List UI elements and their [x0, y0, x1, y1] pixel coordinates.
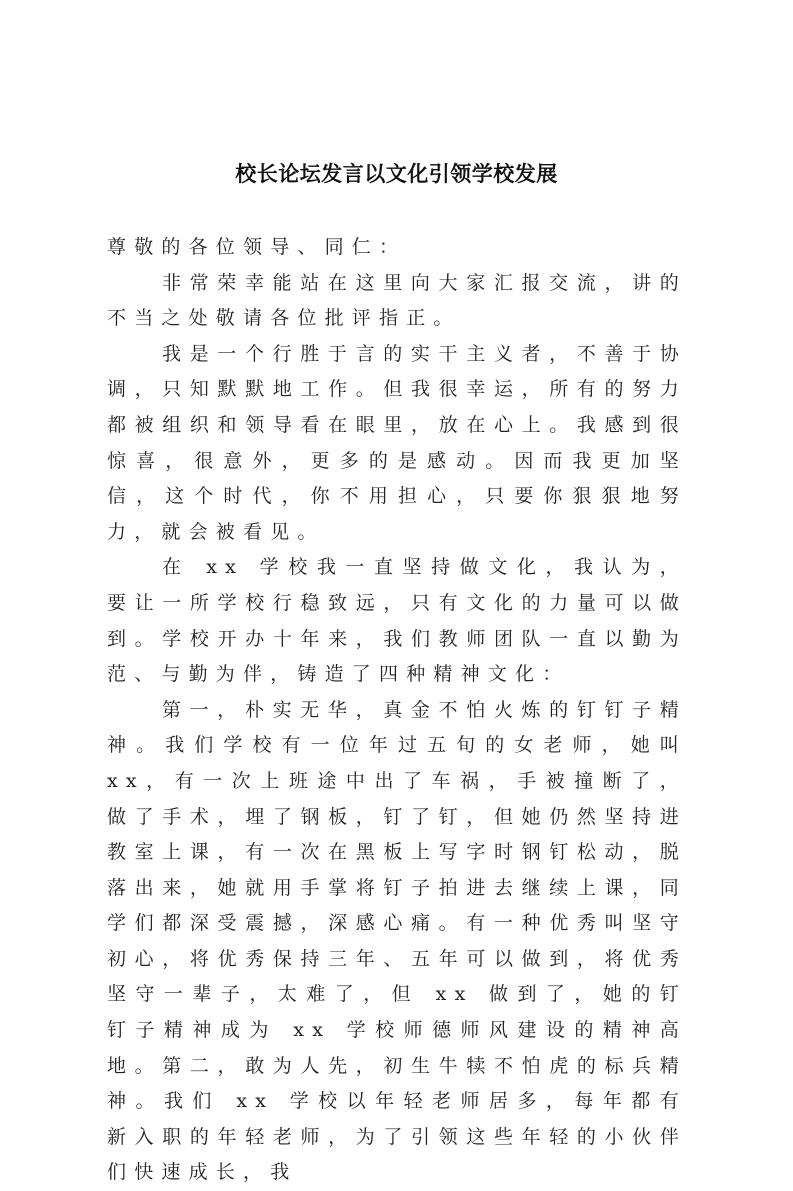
- salutation: 尊敬的各位领导、同仁：: [107, 236, 407, 258]
- paragraph-3: 在 xx 学校我一直坚持做文化，我认为，要让一所学校行稳致远，只有文化的力量可以做到。学校开办十年来，我们教师团队一直以勤为范、与勤为伴，铸造了四种精神文化：: [107, 556, 687, 686]
- paragraph-4: 第一，朴实无华，真金不怕火炼的钉钉子精神。我们学校有一位年过五旬的女老师，她叫 xx，有一次上班途中出了车祸，手被撞断了，做了手术，埋了钢板，钉了钉，但她仍然坚持进教室上课，有一次在黑板上写字时钢钉松动，脱落出来，她就用手掌将钉子拍进去继续上课，同学们都深受震撼，深感心痛。有一种优秀叫坚守初心，将优秀保持三年、五年可以做到，将优秀坚守一辈子，太难了，但 xx 做到了，她的钉钉子精神成为 xx 学校师德师风建设的精神高地。第二，敢为人先，初生牛犊不怕虎的标兵精神。我们 xx 学校以年轻老师居多，每年都有新入职的年轻老师，为了引领这些年轻的小伙伴们快速成长，我: [107, 698, 687, 1184]
- document-title: 校长论坛发言以文化引领学校发展: [235, 162, 558, 186]
- paragraph-2: 我是一个行胜于言的实干主义者，不善于协调，只知默默地工作。但我很幸运，所有的努力都被组织和领导看在眼里，放在心上。我感到很惊喜，很意外，更多的是感动。因而我更加坚信，这个时代，你不用担心，只要你狠狠地努力，就会被看见。: [107, 342, 687, 543]
- paragraph-1: 非常荣幸能站在这里向大家汇报交流，讲的不当之处敬请各位批评指正。: [107, 271, 687, 330]
- document-body: [107, 230, 687, 1191]
